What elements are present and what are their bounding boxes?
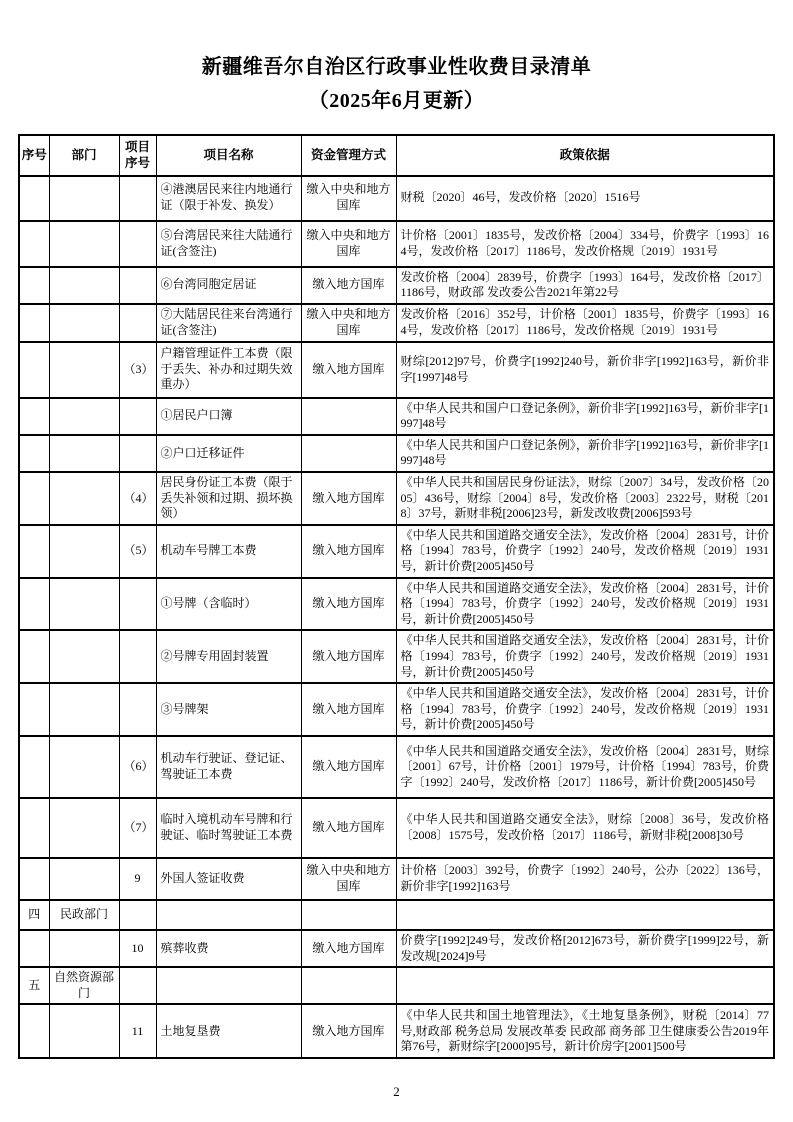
cell-item-name: ①号牌（含临时） (156, 578, 301, 631)
cell-fund-management: 缴入地方国库 (301, 525, 396, 578)
cell-fund-management: 缴入中央和地方国库 (301, 858, 396, 900)
cell-department (49, 736, 119, 798)
table-row (19, 342, 774, 398)
cell-item-name: 机动车行驶证、登记证、驾驶证工本费 (156, 736, 301, 798)
cell-item-name: ⑦大陆居民往来台湾通行证(含签注) (156, 304, 301, 342)
cell-fund-management (301, 900, 396, 930)
cell-fund-management: 缴入地方国库 (301, 683, 396, 736)
cell-item-number: （3） (119, 342, 156, 398)
cell-policy-basis: 《中华人民共和国居民身份证法》，财综〔2007〕34号，发改价格〔2005〕436号，财综〔2004〕8号，发改价格〔2003〕2322号，财税〔2018〕37号，新财非税[2006]23号，新发改收费[2006]593号 (396, 472, 774, 525)
cell-serial-number (19, 435, 49, 472)
cell-fund-management: 缴入中央和地方国库 (301, 176, 396, 221)
cell-policy-basis: 发改价格〔2004〕2839号，价费字〔1993〕164号，发改价格〔2017〕1186号，财政部 发改委公告2021年第22号 (396, 267, 774, 304)
cell-policy-basis: 计价格〔2001〕1835号，发改价格〔2004〕334号，价费字〔1993〕164号，发改价格〔2017〕1186号，发改价格规〔2019〕1931号 (396, 221, 774, 267)
cell-department (49, 435, 119, 472)
cell-policy-basis: 《中华人民共和国道路交通安全法》，发改价格〔2004〕2831号，计价格〔1994〕783号，价费字〔1992〕240号，发改价格规〔2019〕1931号，新计价费[2005]450号 (396, 683, 774, 736)
cell-policy-basis: 《中华人民共和国道路交通安全法》，发改价格〔2004〕2831号，计价格〔1994〕783号，价费字〔1992〕240号，发改价格规〔2019〕1931号，新计价费[2005]450号 (396, 525, 774, 578)
cell-serial-number (19, 342, 49, 398)
cell-department: 民政部门 (49, 900, 119, 930)
cell-policy-basis: 《中华人民共和国道路交通安全法》，财综〔2008〕36号，发改价格〔2008〕1575号，发改价格〔2017〕1186号，新财非税[2008]30号 (396, 798, 774, 858)
table-row (19, 930, 774, 967)
cell-fund-management: 缴入地方国库 (301, 472, 396, 525)
cell-policy-basis: 价费字[1992]249号，发改价格[2012]673号，新价费字[1999]22号，新发改规[2024]9号 (396, 930, 774, 967)
cell-fund-management: 缴入中央和地方国库 (301, 304, 396, 342)
header-item-name: 项目名称 (156, 135, 301, 176)
header-fund-management: 资金管理方式 (301, 135, 396, 176)
cell-department: 自然资源部门 (49, 967, 119, 1004)
cell-serial-number (19, 176, 49, 221)
cell-serial-number: 五 (19, 967, 49, 1004)
cell-item-number: 9 (119, 858, 156, 900)
cell-serial-number (19, 304, 49, 342)
cell-item-number: （4） (119, 472, 156, 525)
cell-department (49, 578, 119, 631)
table-row (19, 398, 774, 435)
cell-item-name: 户籍管理证件工本费（限于丢失、补办和过期失效重办） (156, 342, 301, 398)
cell-item-number (119, 578, 156, 631)
header-serial-number: 序号 (19, 135, 49, 176)
cell-fund-management: 缴入地方国库 (301, 267, 396, 304)
cell-item-name: 机动车号牌工本费 (156, 525, 301, 578)
cell-department (49, 683, 119, 736)
cell-department (49, 221, 119, 267)
table-header-row (19, 135, 774, 176)
cell-serial-number (19, 930, 49, 967)
cell-serial-number (19, 1004, 49, 1058)
cell-fund-management: 缴入地方国库 (301, 578, 396, 631)
cell-item-name: 居民身份证工本费（限于丢失补领和过期、损坏换领） (156, 472, 301, 525)
cell-item-name: ⑥台湾同胞定居证 (156, 267, 301, 304)
cell-fund-management: 缴入地方国库 (301, 630, 396, 683)
document-title (0, 0, 793, 118)
cell-item-number (119, 221, 156, 267)
cell-item-number (119, 683, 156, 736)
table-row (19, 435, 774, 472)
cell-item-number: 10 (119, 930, 156, 967)
cell-department (49, 176, 119, 221)
cell-item-name: 临时入境机动车号牌和行驶证、临时驾驶证工本费 (156, 798, 301, 858)
cell-department (49, 267, 119, 304)
cell-serial-number (19, 221, 49, 267)
header-policy-basis: 政策依据 (396, 135, 774, 176)
cell-fund-management: 缴入地方国库 (301, 798, 396, 858)
cell-department (49, 342, 119, 398)
cell-fund-management: 缴入地方国库 (301, 1004, 396, 1058)
cell-fund-management (301, 435, 396, 472)
cell-fund-management (301, 398, 396, 435)
cell-item-name: ①居民户口簿 (156, 398, 301, 435)
cell-item-number (119, 398, 156, 435)
cell-policy-basis: 《中华人民共和国道路交通安全法》，发改价格〔2004〕2831号，财综〔2001〕67号，计价格〔2001〕1979号，计价格〔1994〕783号，价费字〔1992〕240号，发改价格〔2017〕1186号，新计价费[2005]450号 (396, 736, 774, 798)
cell-item-number: （5） (119, 525, 156, 578)
cell-department (49, 525, 119, 578)
cell-policy-basis: 财税〔2020〕46号，发改价格〔2020〕1516号 (396, 176, 774, 221)
table-row (19, 967, 774, 1004)
cell-item-number (119, 267, 156, 304)
table-row (19, 798, 774, 858)
table-row (19, 176, 774, 221)
cell-fund-management: 缴入中央和地方国库 (301, 221, 396, 267)
cell-item-name (156, 967, 301, 1004)
cell-policy-basis: 财综[2012]97号，价费字[1992]240号，新价非字[1992]163号，新价非字[1997]48号 (396, 342, 774, 398)
cell-department (49, 630, 119, 683)
cell-item-name: 土地复垦费 (156, 1004, 301, 1058)
header-department: 部门 (49, 135, 119, 176)
table-row (19, 267, 774, 304)
cell-fund-management: 缴入地方国库 (301, 930, 396, 967)
cell-policy-basis: 《中华人民共和国道路交通安全法》，发改价格〔2004〕2831号，计价格〔1994〕783号，价费字〔1992〕240号，发改价格规〔2019〕1931号，新计价费[2005]450号 (396, 578, 774, 631)
header-item-number: 项目序号 (119, 135, 156, 176)
document-title-line2: （2025年6月更新） (308, 90, 485, 112)
cell-item-name: ④港澳居民来往内地通行证（限于补发、换发） (156, 176, 301, 221)
table-row (19, 472, 774, 525)
cell-policy-basis: 《中华人民共和国道路交通安全法》，发改价格〔2004〕2831号，计价格〔1994〕783号，价费字〔1992〕240号，发改价格规〔2019〕1931号，新计价费[2005]450号 (396, 630, 774, 683)
cell-department (49, 858, 119, 900)
table-row (19, 304, 774, 342)
table-row (19, 630, 774, 683)
cell-item-number (119, 900, 156, 930)
cell-policy-basis (396, 900, 774, 930)
cell-item-number (119, 304, 156, 342)
cell-serial-number (19, 578, 49, 631)
cell-department (49, 930, 119, 967)
cell-serial-number (19, 798, 49, 858)
cell-item-number (119, 435, 156, 472)
cell-item-name: ③号牌架 (156, 683, 301, 736)
cell-item-number (119, 630, 156, 683)
cell-policy-basis (396, 967, 774, 1004)
cell-serial-number (19, 630, 49, 683)
cell-item-number: （7） (119, 798, 156, 858)
cell-item-number: 11 (119, 1004, 156, 1058)
table-row (19, 221, 774, 267)
cell-serial-number (19, 858, 49, 900)
cell-item-name: ②户口迁移证件 (156, 435, 301, 472)
document-title-line1: 新疆维吾尔自治区行政事业性收费目录清单 (201, 56, 592, 78)
table-row (19, 683, 774, 736)
cell-item-name: 外国人签证收费 (156, 858, 301, 900)
cell-item-number (119, 967, 156, 1004)
cell-serial-number (19, 736, 49, 798)
fee-table-body (19, 176, 774, 1059)
cell-policy-basis: 《中华人民共和国户口登记条例》，新价非字[1992]163号，新价非字[1997]48号 (396, 435, 774, 472)
cell-item-name (156, 900, 301, 930)
fee-catalog-table (18, 134, 775, 1059)
cell-item-number: （6） (119, 736, 156, 798)
cell-policy-basis: 《中华人民共和国土地管理法》，《土地复垦条例》，财税〔2014〕77号,财政部 税务总局 发展改革委 民政部 商务部 卫生健康委公告2019年第76号，新财综字[2000]95号，新计价房字[2001]500号 (396, 1004, 774, 1058)
table-row (19, 900, 774, 930)
cell-serial-number (19, 472, 49, 525)
cell-policy-basis: 计价格〔2003〕392号，价费字〔1992〕240号，公办〔2022〕136号，新价非字[1992]163号 (396, 858, 774, 900)
cell-serial-number (19, 267, 49, 304)
cell-serial-number (19, 683, 49, 736)
cell-fund-management (301, 967, 396, 1004)
table-row (19, 578, 774, 631)
cell-serial-number: 四 (19, 900, 49, 930)
cell-serial-number (19, 525, 49, 578)
cell-policy-basis: 发改价格〔2016〕352号，计价格〔2001〕1835号，价费字〔1993〕164号，发改价格〔2017〕1186号，发改价格规〔2019〕1931号 (396, 304, 774, 342)
table-row (19, 858, 774, 900)
cell-department (49, 472, 119, 525)
table-row (19, 525, 774, 578)
cell-item-name: 殡葬收费 (156, 930, 301, 967)
cell-department (49, 398, 119, 435)
table-row (19, 1004, 774, 1058)
cell-fund-management: 缴入地方国库 (301, 342, 396, 398)
table-row (19, 736, 774, 798)
cell-fund-management: 缴入地方国库 (301, 736, 396, 798)
cell-item-number (119, 176, 156, 221)
cell-department (49, 1004, 119, 1058)
cell-item-name: ②号牌专用固封装置 (156, 630, 301, 683)
cell-policy-basis: 《中华人民共和国户口登记条例》，新价非字[1992]163号，新价非字[1997]48号 (396, 398, 774, 435)
cell-serial-number (19, 398, 49, 435)
page-number: 2 (393, 1084, 400, 1099)
cell-department (49, 798, 119, 858)
cell-item-name: ⑤台湾居民来往大陆通行证(含签注) (156, 221, 301, 267)
cell-department (49, 304, 119, 342)
